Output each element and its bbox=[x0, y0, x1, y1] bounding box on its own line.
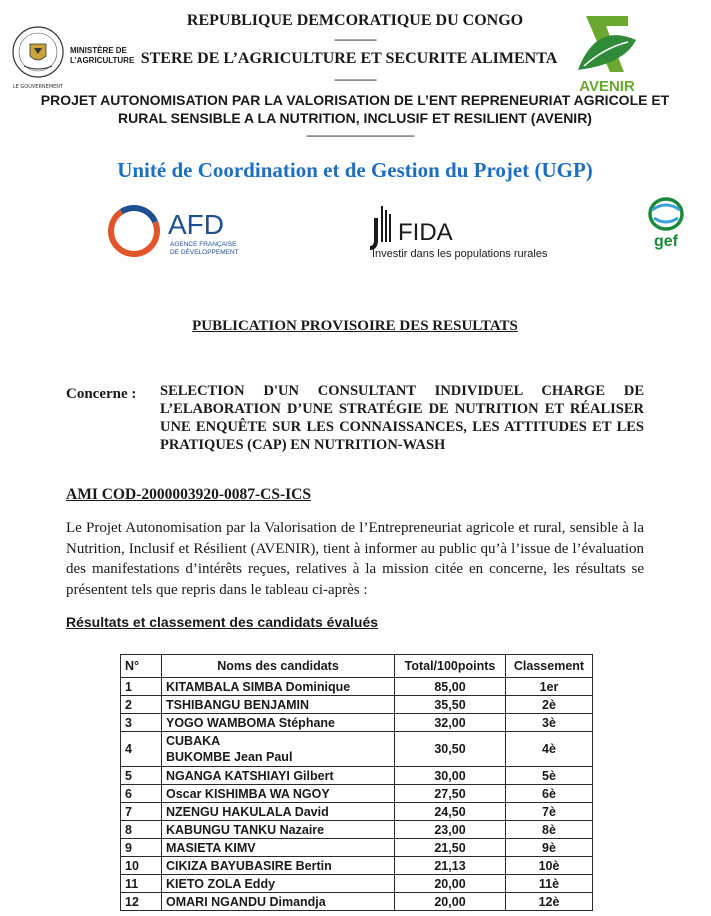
candidate-name: KABUNGU TANKU Nazaire bbox=[162, 821, 395, 839]
ugp-title: Unité de Coordination et de Gestion du Projet (UGP) bbox=[117, 158, 593, 182]
candidate-score: 21,13 bbox=[395, 857, 506, 875]
candidate-score: 30,00 bbox=[395, 767, 506, 785]
ami-reference: AMI COD-2000003920-0087-CS-ICS bbox=[66, 486, 311, 503]
candidate-score: 24,50 bbox=[395, 803, 506, 821]
afd-subtitle-1: AGENCE FRANÇAISE bbox=[170, 241, 237, 248]
coat-of-arms-seal bbox=[10, 22, 66, 92]
candidate-name: MASIETA KIMV bbox=[162, 839, 395, 857]
candidate-name: NZENGU HAKULALA David bbox=[162, 803, 395, 821]
candidate-name: Oscar KISHIMBA WA NGOY bbox=[162, 785, 395, 803]
candidate-name: OMARI NGANDU Dimandja bbox=[162, 893, 395, 911]
row-number: 11 bbox=[121, 875, 162, 893]
candidate-score: 23,00 bbox=[395, 821, 506, 839]
candidate-score: 27,50 bbox=[395, 785, 506, 803]
row-number: 4 bbox=[121, 732, 162, 767]
gef-logo bbox=[644, 196, 688, 252]
table-row bbox=[121, 893, 593, 911]
candidate-score: 21,50 bbox=[395, 839, 506, 857]
table-row bbox=[121, 785, 593, 803]
svg-text:LE GOUVERNEMENT: LE GOUVERNEMENT bbox=[12, 84, 64, 90]
republic-title: REPUBLIQUE DEMCORATIQUE DU CONGO bbox=[186, 12, 524, 29]
row-number: 9 bbox=[121, 839, 162, 857]
table-row bbox=[121, 875, 593, 893]
candidate-rank: 7è bbox=[506, 803, 593, 821]
table-row bbox=[121, 839, 593, 857]
fida-tagline: Investir dans les populations rurales bbox=[372, 248, 548, 260]
candidate-rank: 6è bbox=[506, 785, 593, 803]
candidate-rank: 5è bbox=[506, 767, 593, 785]
candidate-rank: 2è bbox=[506, 696, 593, 714]
avenir-logo-text: AVENIR bbox=[579, 78, 635, 94]
candidate-name: KIETO ZOLA Eddy bbox=[162, 875, 395, 893]
candidate-name: TSHIBANGU BENJAMIN bbox=[162, 696, 395, 714]
fida-logo-text: FIDA bbox=[398, 219, 453, 246]
row-number: 7 bbox=[121, 803, 162, 821]
candidate-score: 20,00 bbox=[395, 875, 506, 893]
table-row bbox=[121, 678, 593, 696]
candidate-rank: 9è bbox=[506, 839, 593, 857]
row-number: 12 bbox=[121, 893, 162, 911]
candidate-score: 20,00 bbox=[395, 893, 506, 911]
table-row bbox=[121, 821, 593, 839]
table-row bbox=[121, 767, 593, 785]
candidate-name: YOGO WAMBOMA Stéphane bbox=[162, 714, 395, 732]
table-row bbox=[121, 714, 593, 732]
candidate-name-line-1: CUBAKA bbox=[166, 734, 221, 748]
gef-logo-text: gef bbox=[654, 233, 678, 250]
column-header-name: Noms des candidats bbox=[162, 655, 395, 678]
header-separator: -------------- bbox=[334, 32, 376, 46]
afd-logo bbox=[106, 200, 256, 262]
table-row bbox=[121, 803, 593, 821]
row-number: 1 bbox=[121, 678, 162, 696]
ministry-title: STERE DE L’AGRICULTURE ET SECURITE ALIMENTA bbox=[140, 50, 558, 67]
candidate-name: CIKIZA BAYUBASIRE Bertin bbox=[162, 857, 395, 875]
results-heading: Résultats et classement des candidats évalués bbox=[66, 614, 379, 630]
candidate-name: NGANGA KATSHIAYI Gilbert bbox=[162, 767, 395, 785]
candidate-score: 35,50 bbox=[395, 696, 506, 714]
project-title-line-2: RURAL SENSIBLE A LA NUTRITION, INCLUSIF ET RESILIENT (AVENIR) bbox=[118, 110, 592, 126]
candidate-rank: 12è bbox=[506, 893, 593, 911]
candidate-rank: 1er bbox=[506, 678, 593, 696]
results-table bbox=[120, 654, 593, 911]
candidate-rank: 4è bbox=[506, 732, 593, 767]
candidate-score: 32,00 bbox=[395, 714, 506, 732]
row-number: 3 bbox=[121, 714, 162, 732]
candidate-rank: 3è bbox=[506, 714, 593, 732]
row-number: 6 bbox=[121, 785, 162, 803]
row-number: 8 bbox=[121, 821, 162, 839]
candidate-rank: 10è bbox=[506, 857, 593, 875]
ministry-block-label: MINISTÈRE DE L’AGRICULTURE bbox=[70, 46, 135, 65]
row-number: 2 bbox=[121, 696, 162, 714]
candidate-rank: 8è bbox=[506, 821, 593, 839]
fida-logo bbox=[370, 202, 570, 262]
column-header-number: N° bbox=[121, 655, 162, 678]
table-header-row bbox=[121, 655, 593, 678]
candidate-score: 85,00 bbox=[395, 678, 506, 696]
candidate-score: 30,50 bbox=[395, 732, 506, 767]
publication-title: PUBLICATION PROVISOIRE DES RESULTATS bbox=[192, 318, 518, 334]
row-number: 10 bbox=[121, 857, 162, 875]
intro-paragraph: Le Projet Autonomisation par la Valorisation de l’Entrepreneuriat agricole et rural, sensible à la Nutrition, Inclusif et Résilient (AVENIR), tient à informer au public qu’à l’issue de l’évaluation des manifestations d’intérêts reçues, relatives à la mission citée en concerne, les résultats se présentent tels que repris dans le tableau ci-après : bbox=[66, 520, 644, 598]
concerne-label: Concerne : bbox=[66, 386, 137, 402]
concerne-text: SELECTION D'UN CONSULTANT INDIVIDUEL CHARGE DE L’ELABORATION D’UNE STRATÉGIE DE NUTRITION ET RÉALISER UNE ENQUÊTE SUR LES CONNAISSANCES, LES ATTITUDES ET LES PRATIQUES (CAP) EN NUTRITION-WASH bbox=[160, 383, 644, 453]
row-number: 5 bbox=[121, 767, 162, 785]
candidate-rank: 11è bbox=[506, 875, 593, 893]
afd-subtitle-2: DE DÉVELOPPEMENT bbox=[170, 249, 239, 256]
header-separator: ------------------------------------ bbox=[306, 128, 414, 142]
candidate-name: KITAMBALA SIMBA Dominique bbox=[162, 678, 395, 696]
project-title-line-1: PROJET AUTONOMISATION PAR LA VALORISATION DE L’ENT REPRENEURIAT AGRICOLE ET bbox=[40, 92, 670, 108]
table-row bbox=[121, 857, 593, 875]
candidate-name-line-2: BUKOMBE Jean Paul bbox=[166, 750, 293, 764]
header-separator: -------------- bbox=[334, 72, 376, 86]
column-header-rank: Classement bbox=[506, 655, 593, 678]
table-row bbox=[121, 696, 593, 714]
table-row bbox=[121, 732, 593, 767]
afd-logo-text: AFD bbox=[168, 209, 224, 240]
column-header-score: Total/100points bbox=[395, 655, 506, 678]
candidate-name bbox=[162, 732, 395, 767]
